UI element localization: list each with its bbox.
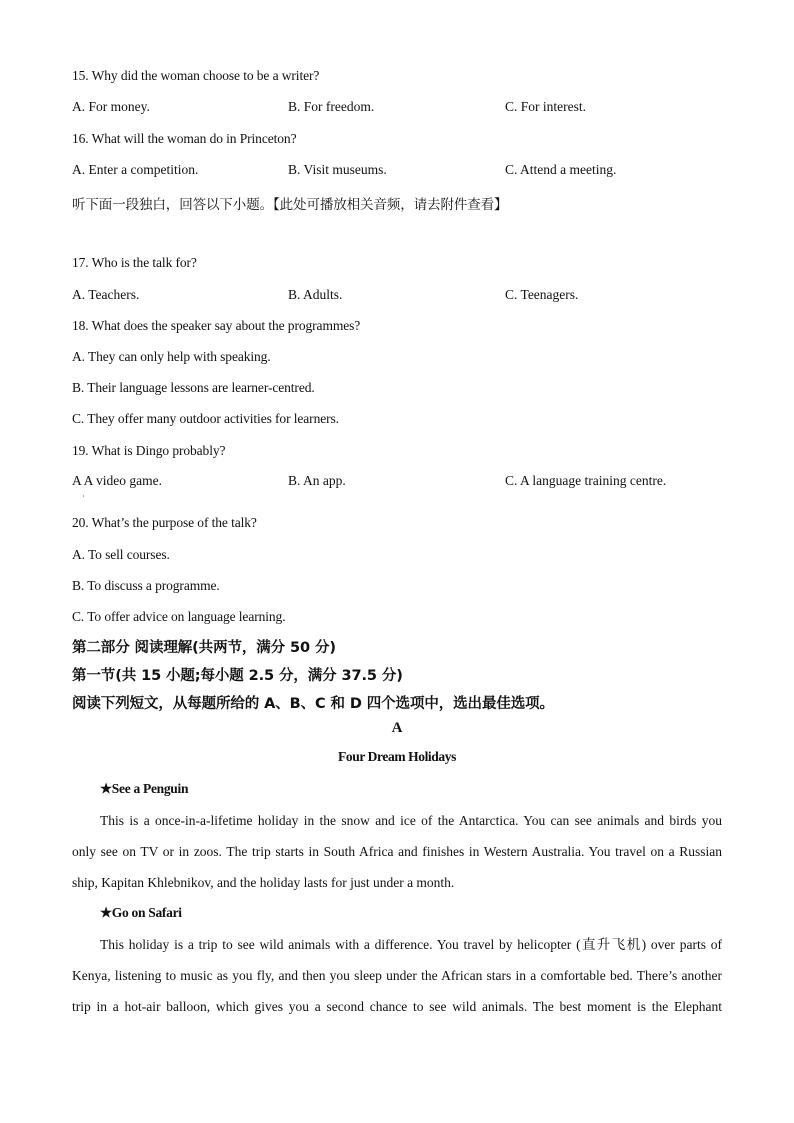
question-17-option-b: B. Adults. [288,287,343,302]
question-16-stem: 16. What will the woman do in Princeton? [72,131,297,146]
paragraph-line: ship, Kapitan Khlebnikov, and the holiday lasts for just under a month. [72,875,455,890]
paragraph-line: This is a once-in-a-lifetime holiday in the snow and ice of the Antarctica. You can see animals and birds you [100,813,722,828]
paragraph-line: trip in a hot-air balloon, which gives you a second chance to see wild animals. The best moment is the Elephant [72,999,722,1014]
monologue-instruction: 听下面一段独白，回答以下小题。【此处可播放相关音频，请去附件查看】 [72,197,508,213]
stray-dot-mark: · [82,492,85,501]
question-16-option-a: A. Enter a competition. [72,162,199,177]
question-20-stem: 20. What’s the purpose of the talk? [72,515,257,530]
question-16-option-b: B. Visit museums. [288,162,387,177]
question-16-option-c: C. Attend a meeting. [505,162,617,177]
question-19-option-c: C. A language training centre. [505,473,667,488]
item-heading-penguin: ★See a Penguin [100,781,189,796]
question-15-stem: 15. Why did the woman choose to be a writer? [72,68,320,83]
question-18-option-b: B. Their language lessons are learner-centred. [72,380,315,395]
question-18-stem: 18. What does the speaker say about the programmes? [72,318,361,333]
paragraph-line: This holiday is a trip to see wild animals with a difference. You travel by helicopter (直升飞机) over parts of [100,937,722,952]
question-20-option-c: C. To offer advice on language learning. [72,609,286,624]
subsection-one-title: 第一节(共 15 小题;每小题 2.5 分，满分 37.5 分) [72,668,403,684]
question-17-option-a: A. Teachers. [72,287,140,302]
question-20-option-a: A. To sell courses. [72,547,170,562]
question-18-option-c: C. They offer many outdoor activities for learners. [72,411,339,426]
question-19-stem: 19. What is Dingo probably? [72,443,226,458]
reading-instruction: 阅读下列短文，从每题所给的 A、B、C 和 D 四个选项中，选出最佳选项。 [72,696,554,712]
question-19-option-b: B. An app. [288,473,346,488]
question-20-option-b: B. To discuss a programme. [72,578,220,593]
paragraph-line: only see on TV or in zoos. The trip starts in South Africa and finishes in Western Australia. You travel on a Russian [72,844,722,859]
passage-title: Four Dream Holidays [338,749,456,764]
item-heading-safari: ★Go on Safari [100,905,182,920]
question-15-option-a: A. For money. [72,99,150,114]
passage-label: A [391,720,403,736]
question-17-option-c: C. Teenagers. [505,287,579,302]
part-two-title: 第二部分 阅读理解(共两节，满分 50 分) [72,640,336,656]
question-15-option-c: C. For interest. [505,99,586,114]
item-paragraph-penguin [72,805,722,898]
question-19-option-a: A A video game. [72,473,162,488]
question-15-option-b: B. For freedom. [288,99,375,114]
paragraph-line: Kenya, listening to music as you fly, and then you sleep under the African stars in a comfortable bed. There’s another [72,968,722,983]
question-17-stem: 17. Who is the talk for? [72,255,197,270]
item-paragraph-safari [72,929,722,1022]
question-18-option-a: A. They can only help with speaking. [72,349,271,364]
